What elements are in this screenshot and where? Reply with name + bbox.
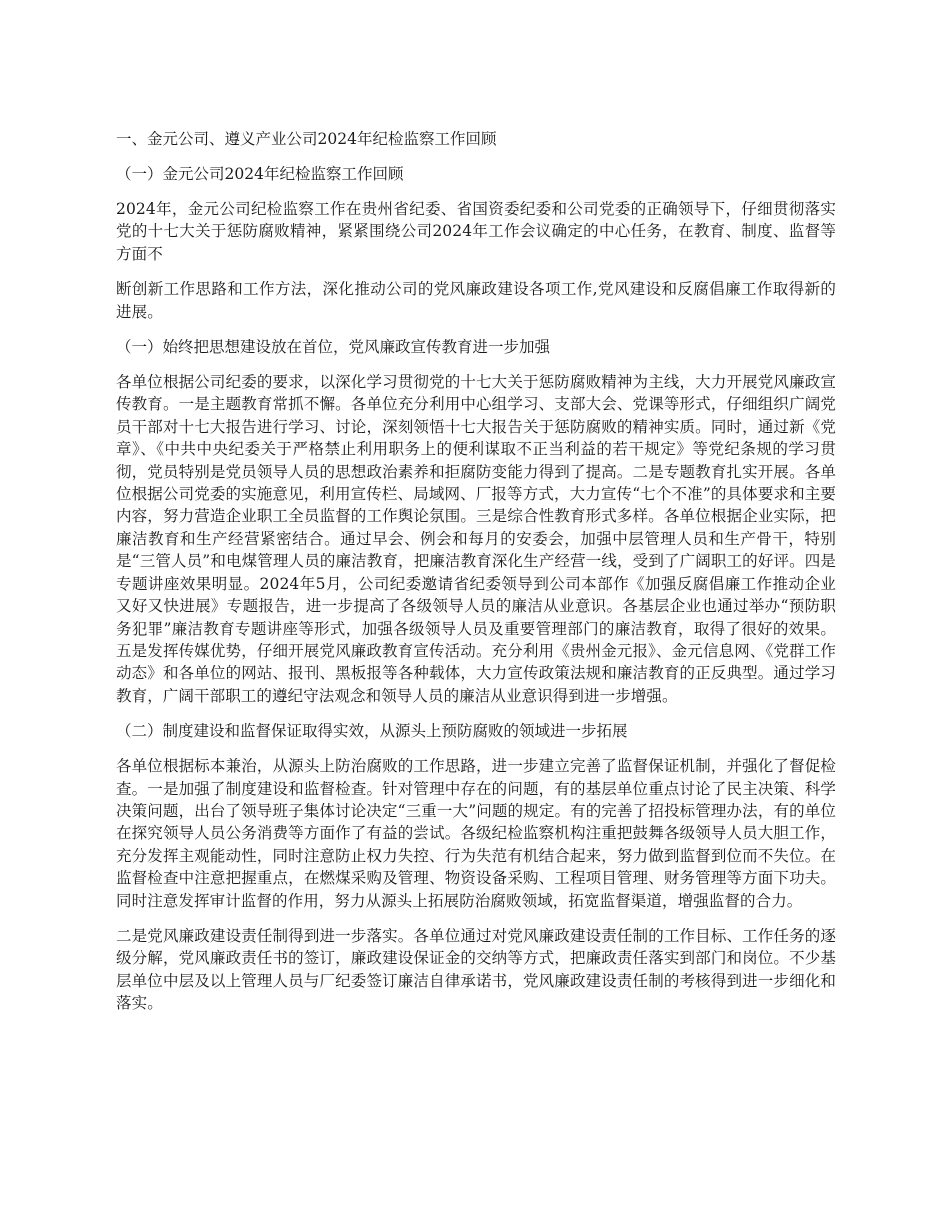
- subsection2-body-2: 二是党风廉政建设责任制得到进一步落实。各单位通过对党风廉政建设责任制的工作目标、工作任务的逐级分解，党风廉政责任书的签订，廉政建设保证金的交纳等方式，把廉政责任落实到部门和岗位。不少基层单位中层及以上管理人员与厂纪委签订廉洁自律承诺书，党风廉政建设责任制的考核得到进一步细化和落实。: [116, 926, 836, 1013]
- document-page: [116, 128, 836, 1028]
- subsection2-heading: （二）制度建设和监督保证取得实效，从源头上预防腐败的领域进一步拓展: [116, 722, 628, 741]
- section1-heading: （一）金元公司2024年纪检监察工作回顾: [116, 165, 404, 183]
- subsection1-heading: （一）始终把思想建设放在首位，党风廉政宣传教育进一步加强: [116, 338, 551, 357]
- document-title: 一、金元公司、遵义产业公司2024年纪检监察工作回顾: [116, 130, 497, 148]
- intro-paragraph-2: 断创新工作思路和工作方法，深化推动公司的党风廉政建设各项工作,党风建设和反腐倡廉工作取得新的进展。: [116, 280, 836, 321]
- intro-paragraph-1: 2024年，金元公司纪检监察工作在贵州省纪委、省国资委纪委和公司党委的正确领导下，仔细贯彻落实党的十七大关于惩防腐败精神，紧紧围绕公司2024年工作会议确定的中心任务，在教育、制度、监督等方面不: [116, 200, 836, 263]
- subsection1-body: 各单位根据公司纪委的要求，以深化学习贯彻党的十七大关于惩防腐败精神为主线，大力开展党风廉政宣传教育。一是主题教育常抓不懈。各单位充分利用中心组学习、支部大会、党课等形式，仔细组织广阔党员干部对十七大报告进行学习、讨论，深刻领悟十七大报告关于惩防腐败的精神实质。同时，通过新《党章》、《中共中央纪委关于严格禁止利用职务上的便利谋取不正当利益的若干规定》等党纪条规的学习贯彻，党员特别是党员领导人员的思想政治素养和拒腐防变能力得到了提高。二是专题教育扎实开展。各单位根据公司党委的实施意见，利用宣传栏、局域网、厂报等方式，大力宣传“七个不准”的具体要求和主要内容，努力营造企业职工全员监督的工作舆论氛围。三是综合性教育形式多样。各单位根据企业实际，把廉洁教育和生产经营紧密结合。通过早会、例会和每月的安委会，加强中层管理人员和生产骨干，特别是“三管人员”和电煤管理人员的廉洁教育，把廉洁教育深化生产经营一线，受到了广阔职工的好评。四是专题讲座效果明显。2024年5月，公司纪委邀请省纪委领导到公司本部作《加强反腐倡廉工作推动企业又好又快进展》专题报告，进一步提高了各级领导人员的廉洁从业意识。各基层企业也通过举办“预防职务犯罪”廉洁教育专题讲座等形式，加强各级领导人员及重要管理部门的廉洁教育，取得了很好的效果。五是发挥传媒优势，仔细开展党风廉政教育宣传活动。充分利用《贵州金元报》、金元信息网、《党群工作动态》和各单位的网站、报刊、黑板报等各种载体，大力宣传政策法规和廉洁教育的正反典型。通过学习教育，广阔干部职工的遵纪守法观念和领导人员的廉洁从业意识得到进一步增强。: [116, 373, 836, 705]
- subsection2-body: 各单位根据标本兼治，从源头上防治腐败的工作思路，进一步建立完善了监督保证机制，并强化了督促检查。一是加强了制度建设和监督检查。针对管理中存在的问题，有的基层单位重点讨论了民主决策、科学决策问题，出台了领导班子集体讨论决定“三重一大”问题的规定。有的完善了招投标管理办法，有的单位在探究领导人员公务消费等方面作了有益的尝试。各级纪检监察机构注重把鼓舞各级领导人员大胆工作，充分发挥主观能动性，同时注意防止权力失控、行为失范有机结合起来，努力做到监督到位而不失位。在监督检查中注意把握重点，在燃煤采购及管理、物资设备采购、工程项目管理、财务管理等方面下功夫。同时注意发挥审计监督的作用，努力从源头上拓展防治腐败领域，拓宽监督渠道，增强监督的合力。: [116, 757, 836, 910]
